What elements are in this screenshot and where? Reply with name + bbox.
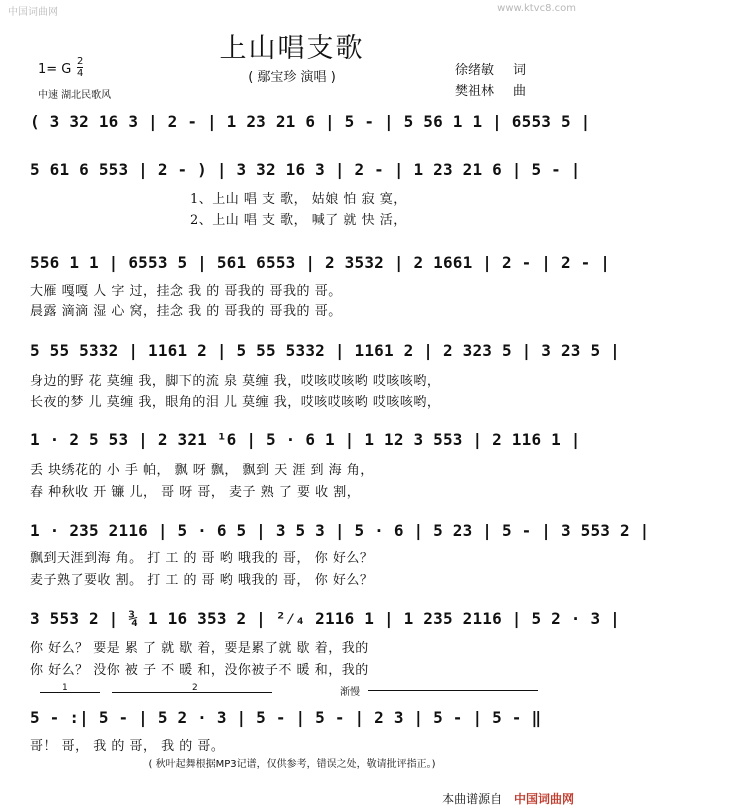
lyric-row-4-v2: 长夜的梦 儿 莫缠 我，眼角的泪 儿 莫缠 我，哎咳哎咳哟 哎咳咳哟，: [30, 395, 441, 410]
time-sig-top: 2: [77, 56, 84, 67]
score-row-3: 556 1 1 | 6553 5 | 561 6553 | 2 3532 | 2 1661 | 2 - | 2 - |: [30, 253, 611, 272]
tempo-change-mark: 渐慢: [340, 687, 360, 698]
lyric-row-5-v1: 丢 块绣花的 小 手 帕， 飘 呀 飘， 飘到 天 涯 到 海 角，: [30, 463, 374, 478]
volta-number-1: 1: [62, 683, 68, 693]
footer-source: [442, 790, 574, 807]
score-row-8: 5 - :| 5 - | 5 2 · 3 | 5 - | 5 - | 2 3 | 5 - | 5 - ‖: [30, 708, 542, 727]
footer-source-label: 本曲谱源自: [442, 792, 503, 806]
singer-credit: ( 鄢宝珍 演唱 ): [248, 70, 336, 85]
song-title: 上山唱支歌: [219, 33, 365, 64]
lyric-row-3-v2: 晨露 滴滴 湿 心 窝，挂念 我 的 哥我的 哥我的 哥。: [30, 304, 342, 319]
time-signature: [77, 56, 83, 79]
score-row-6: 1 · 235 2116 | 5 · 6 5 | 3 5 3 | 5 · 6 | 5 23 | 5 - | 3 553 2 |: [30, 521, 650, 540]
credits: [455, 60, 526, 102]
lyric-row-7-v2: 你 好么？ 没你 被 子 不 暖 和，没你被子不 暖 和，我的: [30, 663, 369, 678]
watermark-left: 中国词曲网: [8, 7, 58, 18]
tempo-change-line: [368, 690, 538, 691]
lyric-row-6-v2: 麦子熟了要收 割。 打 工 的 哥 哟 哦我的 哥， 你 好么？: [30, 573, 374, 588]
lyricist-line: [455, 60, 526, 81]
transcriber-note: ( 秋叶起舞根据MP3记谱，仅供参考，错误之处，敬请批评指正。): [148, 759, 436, 770]
lyric-row-6-v1: 飘到天涯到海 角。 打 工 的 哥 哟 哦我的 哥， 你 好么？: [30, 551, 374, 566]
lyric-row-8-v1: 哥！ 哥， 我 的 哥， 我 的 哥。: [30, 739, 225, 754]
lyricist-role: 词: [513, 63, 527, 78]
composer-name: 樊祖林: [455, 84, 495, 99]
key-signature: 1= G: [38, 62, 72, 77]
watermark-right: www.ktvc8.com: [497, 3, 576, 14]
tempo-style: 中速 湖北民歌风: [38, 90, 112, 101]
volta-number-2: 2: [192, 683, 198, 693]
score-row-5: 1 · 2 5 53 | 2 321 ¹6 | 5 · 6 1 | 1 12 3 553 | 2 116 1 |: [30, 430, 581, 449]
lyric-row-2-v2: 2、上山 唱 支 歌， 喊了 就 快 活，: [190, 213, 407, 228]
score-row-7: 3 553 2 | ¾ 1 16 353 2 | ²⁄₄ 2116 1 | 1 235 2116 | 5 2 · 3 |: [30, 609, 620, 628]
score-row-4: 5 55 5332 | 1161 2 | 5 55 5332 | 1161 2 | 2 323 5 | 3 23 5 |: [30, 341, 620, 360]
lyric-row-7-v1: 你 好么？ 要是 累 了 就 歇 着，要是累了就 歇 着，我的: [30, 641, 369, 656]
lyric-row-2-v1: 1、上山 唱 支 歌， 姑娘 怕 寂 寞，: [190, 192, 407, 207]
score-row-1: ( 3 32 16 3 | 2 - | 1 23 21 6 | 5 - | 5 56 1 1 | 6553 5 |: [30, 112, 591, 131]
score-row-2: 5 61 6 553 | 2 - ) | 3 32 16 3 | 2 - | 1 23 21 6 | 5 - |: [30, 160, 581, 179]
volta-bracket-1: [40, 692, 100, 693]
footer-brand: 中国词曲网: [513, 792, 574, 806]
lyric-row-3-v1: 大雁 嘎嘎 人 字 过，挂念 我 的 哥我的 哥我的 哥。: [30, 284, 342, 299]
time-sig-bottom: 4: [77, 68, 84, 79]
lyricist-name: 徐绪敏: [455, 63, 495, 78]
composer-role: 曲: [513, 84, 527, 99]
lyric-row-4-v1: 身边的野 花 莫缠 我，脚下的流 泉 莫缠 我，哎咳哎咳哟 哎咳咳哟，: [30, 374, 441, 389]
composer-line: [455, 81, 526, 102]
lyric-row-5-v2: 春 种秋收 开 镰 儿， 哥 呀 哥， 麦子 熟 了 要 收 割，: [30, 485, 361, 500]
